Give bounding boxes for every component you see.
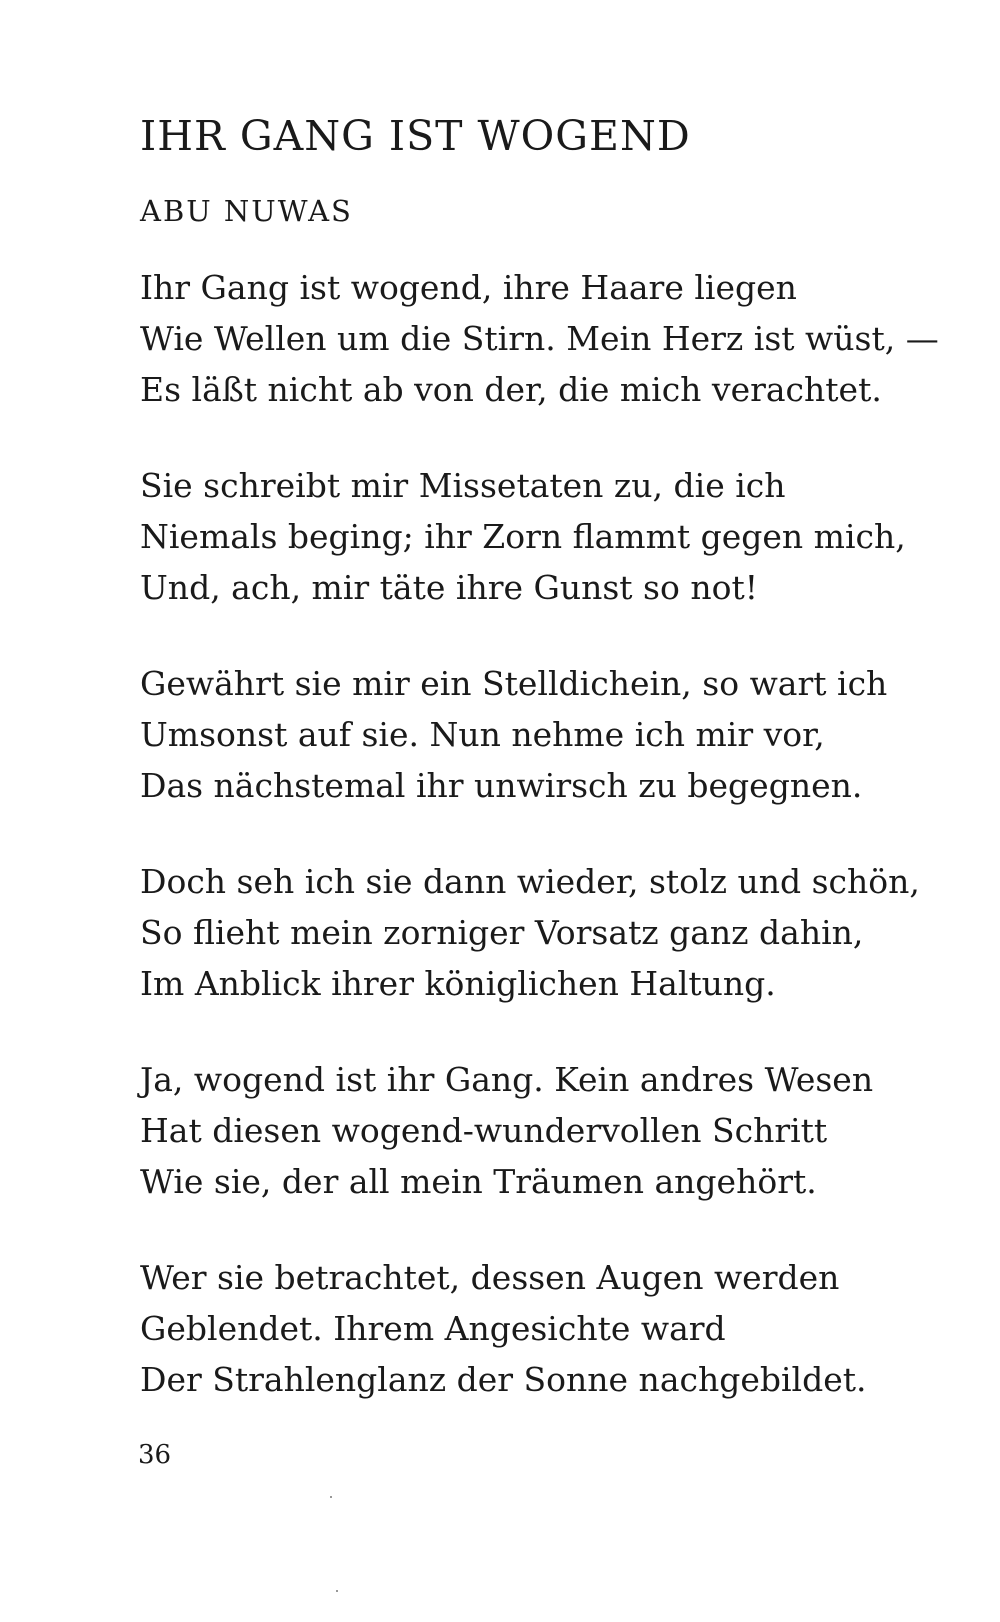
poem-line: Geblendet. Ihrem Angesichte ward	[140, 1309, 726, 1348]
poem-line: Wie Wellen um die Stirn. Mein Herz ist wüst, —	[140, 319, 939, 358]
poem-line: Es läßt nicht ab von der, die mich verachtet.	[140, 370, 882, 409]
stanza-1	[140, 262, 960, 460]
stanza-6	[140, 1252, 960, 1450]
poem-line: Und, ach, mir täte ihre Gunst so not!	[140, 568, 758, 607]
poem-line: Ja, wogend ist ihr Gang. Kein andres Wesen	[140, 1060, 874, 1099]
poem-line: Der Strahlenglanz der Sonne nachgebildet.	[140, 1360, 867, 1399]
poem-line: Ihr Gang ist wogend, ihre Haare liegen	[140, 268, 797, 307]
poem-line: Sie schreibt mir Missetaten zu, die ich	[140, 466, 786, 505]
poem-line: So flieht mein zorniger Vorsatz ganz dahin,	[140, 913, 864, 952]
page-number: 36	[138, 1440, 172, 1470]
print-speck	[330, 1496, 332, 1498]
poem-line: Umsonst auf sie. Nun nehme ich mir vor,	[140, 715, 825, 754]
stanza-5	[140, 1054, 960, 1252]
stanza-3	[140, 658, 960, 856]
poem-line: Das nächstemal ihr unwirsch zu begegnen.	[140, 766, 863, 805]
poem-line: Wie sie, der all mein Träumen angehört.	[140, 1162, 817, 1201]
stanza-2	[140, 460, 960, 658]
poem-title: IHR GANG IST WOGEND	[140, 112, 691, 160]
poem-line: Gewährt sie mir ein Stelldichein, so wart ich	[140, 664, 888, 703]
poem-line: Doch seh ich sie dann wieder, stolz und schön,	[140, 862, 920, 901]
poem-line: Hat diesen wogend-wundervollen Schritt	[140, 1111, 828, 1150]
poem-line: Wer sie betrachtet, dessen Augen werden	[140, 1258, 840, 1297]
poem-author: ABU NUWAS	[140, 194, 353, 228]
print-speck	[336, 1590, 338, 1592]
poem-line: Niemals beging; ihr Zorn flammt gegen mich,	[140, 517, 906, 556]
poem-line: Im Anblick ihrer königlichen Haltung.	[140, 964, 776, 1003]
stanza-4	[140, 856, 960, 1054]
poem-body	[140, 262, 960, 1450]
